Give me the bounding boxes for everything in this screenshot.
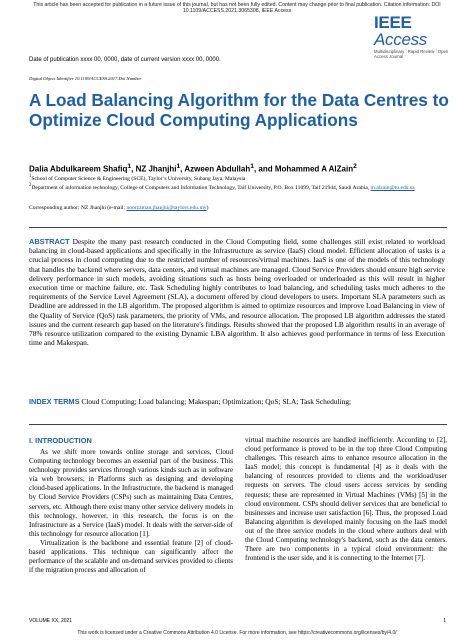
section-heading: I. INTRODUCTION — [29, 436, 92, 445]
divider-bottom — [29, 424, 447, 425]
index-terms — [29, 397, 445, 406]
divider-top — [29, 227, 447, 228]
affiliation-email[interactable]: m.alzain@tu.edu.sa — [370, 184, 415, 191]
corresponding-email-link[interactable]: noorzaman.jhanjhi@taylors.edu.my — [126, 205, 207, 211]
body-paragraph: Virtualization is the backbone and essential feature [2] of cloud-based applications. This technique can significantly affect the performance of the scalable and on-demand services provided to clients if the migration process and allocation of — [29, 538, 233, 575]
corresponding-suffix: ) — [206, 205, 209, 211]
logo-tagline: Multidisciplinary ⫶ Rapid Review ⫶ Open Access Journal — [374, 49, 449, 59]
logo-wordmark — [374, 14, 460, 48]
author-name: and Mohammed A AlZain — [258, 164, 354, 174]
affiliation-2 — [29, 183, 449, 192]
paper-title: A Load Balancing Algorithm for the Data Centres to Optimize Cloud Computing Applications — [29, 90, 449, 130]
author-affil-mark: 2 — [353, 163, 357, 170]
affiliation-mark: 2 — [29, 182, 32, 188]
affiliation-text: School of Computer Science & Engineering (SCE), Taylor’s University, Subang Jaya, Malaysia — [31, 175, 246, 182]
column-left — [29, 436, 233, 575]
abstract-text: Despite the many past research conducted in the Cloud Computing field, some challenges still exist related to workload balancing in cloud-based applications and specifically in the Infrastructure as service (IaaS) cloud model. Efficient allocation of tasks is a crucial process in cloud computing due to the restricted number of resources/virtual machines. IaaS is one of the models of this technology that handles the backend where servers, data centers, and virtual machines are managed. Cloud Service Providers should ensure high service delivery performance in such models, avoiding situations such as hosts being overloaded or underloaded as this will result in higher execution time or machine failure, etc. Task Scheduling highly contributes to load balancing, and scheduling tasks much adheres to the requirements of the Service Level Agreement (SLA), a document offered by cloud developers to users. Important SLA parameters such as Deadline are addressed in the LB algorithm. The proposed algorithm is aimed to optimize resources and improve Load Balancing in view of the Quality of Service (QoS) task parameters, the priority of VMs, and resource allocation. The proposed LB algorithm addresses the stated issues and the current research gap based on the literature's findings. Results showed that the proposed LB algorithm results in an average of 78% resource utilization compared to the existing Dynamic LBA algorithm. It also achieves good performance in terms of less Execution time and Makespan. — [29, 237, 445, 348]
index-terms-text: Cloud Computing; Load balancing; Makespan; Optimization; QoS; SLA; Task Scheduling; — [81, 397, 352, 406]
affiliations — [29, 174, 449, 191]
doi-line: Digital Object Identifier 10.1109/ACCESS.2017.Doi Number — [29, 76, 142, 81]
author-list: Dalia Abdulkareem Shafiq$^1$, NZ Jhanjhi$^1$, Azween Abdullah$^1$, and Mohammed A AlZain$^2$ — [29, 163, 357, 174]
affiliation-1 — [29, 174, 449, 183]
license-notice: This work is licensed under a Creative Commons Attribution 4.0 License. For more information, see https://creativecommons.org/licenses/by/4.0/ — [77, 630, 397, 636]
affiliation-mark: 1 — [29, 174, 32, 179]
page-number: 1 — [443, 618, 446, 624]
column-right — [245, 436, 447, 563]
logo-access: Access — [374, 30, 427, 49]
logo-ieee: IEEE — [374, 13, 412, 32]
affiliation-text: Department of information technology, College of Computers and Information Technology, Taif University, P.O. Box 11099, Taif 21944, Saudi Arabia, — [31, 184, 370, 191]
publication-dates: Date of publication xxxx 00, 0000, date of current version xxxx 00, 0000. — [29, 57, 221, 63]
body-paragraph: As we shift more towards online storage and services, Cloud Computing technology becomes an essential part of the business. This technology provides services through various kinds such as in software via web browsers, in Platforms such as designing and developing cloud-based applications. In the Infrastructure, the backend is managed by Cloud Service Providers (CSPs) such as maintaining Data Centres, servers, etc. Although there exist many other service delivery models in this technology, however, in this research, the focus is on the Infrastructure as a Service (IaaS) model. It deals with the server-side of this technology for resource allocation [1]. — [29, 448, 233, 538]
volume-label: VOLUME XX, 2021 — [29, 618, 73, 624]
index-terms-label: INDEX TERMS — [29, 397, 80, 406]
abstract — [29, 237, 445, 347]
body-paragraph: virtual machine resources are handled inefficiently. According to [2], cloud performance is proved to be in the top three Cloud Computing challenges. This research aims to enhance resource allocation in the IaaS model; this concept is fundamental [4] as it deals with the balancing of resources provided to clients and the workload/user requests on servers. The cloud users access services by sending requests; these are represented in Virtual Machines (VMs) [5] in the cloud environment. CSPs should deliver services that are beneficial to businesses and increase user satisfaction [6]. Thus, the proposed Load Balancing algorithm is developed mainly focusing on the IaaS model out of the three service models in the cloud where authors deal with the Cloud Computing technology's backend, such as the data centers. There are two components in a typical cloud environment: the frontend is the user side, and it is connecting to the Internet [7]. — [245, 436, 447, 563]
corresponding-prefix: Corresponding author: NZ Jhanjhi (e-mail: — [29, 205, 126, 211]
ieee-access-logo — [374, 14, 460, 59]
author-affil-mark: 1 — [250, 163, 254, 170]
acceptance-notice-line2: 10.1109/ACCESS.2021.3065308, IEEE Access — [182, 8, 292, 15]
corresponding-author — [29, 205, 449, 211]
acceptance-notice-line1: This article has been accepted for publication in a future issue of this journal, but has not been fully edited. Content may change prior to final publication. Citation information: DOI — [33, 2, 441, 8]
author-name: Azween Abdullah — [184, 164, 251, 174]
author-affil-mark: 1 — [176, 163, 181, 170]
abstract-label: ABSTRACT — [29, 237, 70, 246]
author-name: Dalia Abdulkareem Shafiq — [29, 164, 128, 174]
author-affil-mark: 1 — [127, 163, 132, 170]
author-name: NZ Jhanjhi — [135, 164, 177, 174]
